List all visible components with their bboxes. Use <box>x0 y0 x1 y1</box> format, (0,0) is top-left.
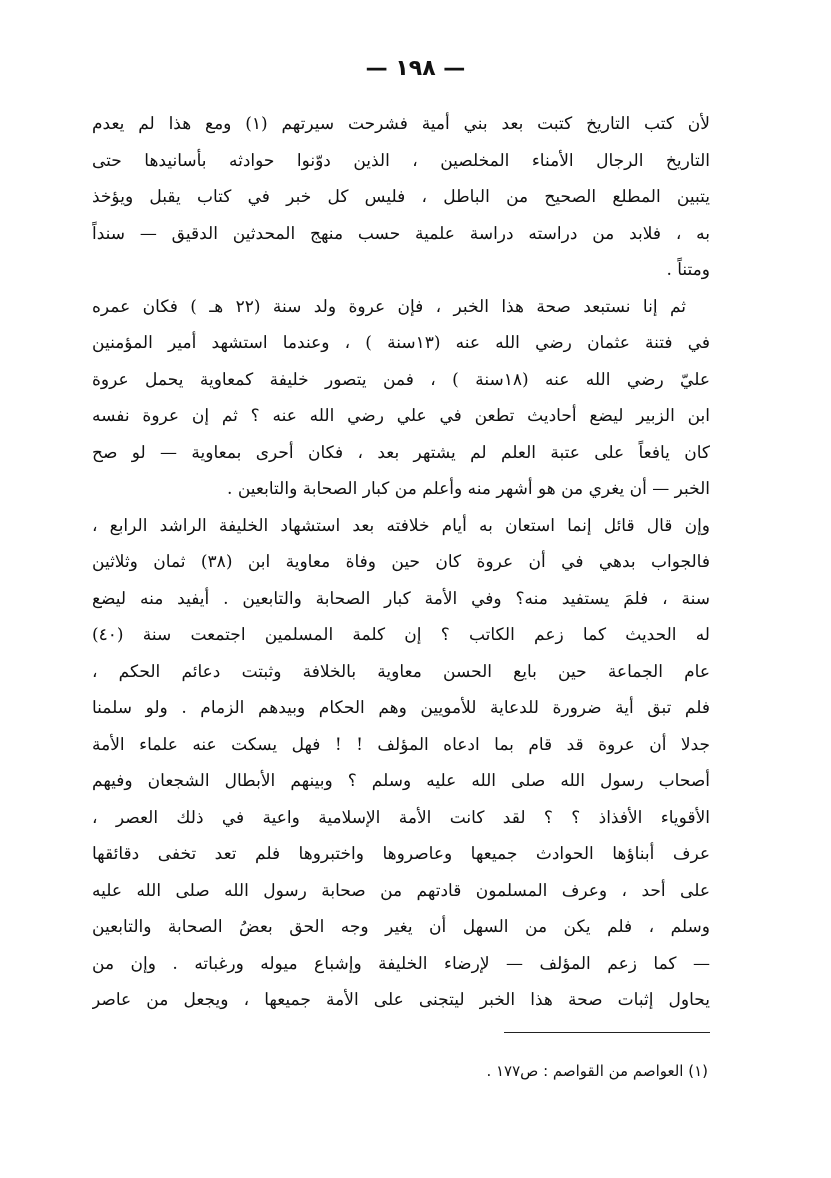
text-line: يتبين المطلع الصحيح من الباطل ، فليس كل خبر في كتاب يقبل ويؤخذ <box>92 187 710 207</box>
text-line: به ، فلابد من دراسته دراسة علمية حسب منهج المحدثين الدقيق — سنداً <box>92 223 710 244</box>
text-line: جدلا أن عروة قد قام بما ادعاه المؤلف ! ! فهل يسكت عنه علماء الأمة <box>92 734 710 755</box>
text-line: ومتناً . <box>666 260 710 280</box>
text-line: فلم تبق أية ضرورة للدعاية للأمويين وهم الحكام وبيدهم الزمام . ولو سلمنا <box>92 698 710 718</box>
text-line: عرف أبناؤها الحوادث جميعها وعاصروها واختبروها فلم تعد تخفى دقائقها <box>92 844 710 864</box>
footnote: (١) العواصم من القواصم : ص١٧٧ . <box>486 1062 708 1080</box>
text-line: وسلم ، فلم يكن من السهل أن يغير وجه الحق بعضُ الصحابة والتابعين <box>92 917 710 937</box>
text-line: سنة ، فلمَ يستفيد منه؟ وفي الأمة كبار الصحابة والتابعين . أيفيد منه ليضع <box>92 588 710 609</box>
text-line: على أحد ، وعرف المسلمون قادتهم من صحابة رسول الله صلى الله عليه <box>92 880 710 901</box>
text-line: وإن قال قائل إنما استعان به أيام خلافته بعد استشهاد الخليفة الراشد الرابع ، <box>92 515 710 536</box>
text-line: يحاول إثبات صحة هذا الخبر ليتجنى على الأمة جميعها ، ويجعل من عاصر <box>92 990 710 1010</box>
text-line: كان يافعاً على عتبة العلم لم يشتهر بعد ، فكان أحرى بمعاوية — لو صح <box>92 442 710 463</box>
text-line: عليّ رضي الله عنه (١٨سنة ) ، فمن يتصور خليفة كمعاوية يحمل عروة <box>92 369 710 390</box>
page-number: — ١٩٨ — <box>365 56 466 81</box>
text-line: في فتنة عثمان رضي الله عنه (١٣سنة ) ، وعندما استشهد أمير المؤمنين <box>92 333 710 353</box>
text-line: الأقوياء الأفذاذ ؟ ؟ لقد كانت الأمة الإسلامية واعية في ذلك العصر ، <box>92 807 710 828</box>
text-line: الخبر — أن يغري من هو أشهر منه وأعلم من كبار الصحابة والتابعين . <box>227 479 710 499</box>
text-line: لأن كتب التاريخ كتبت بعد بني أمية فشرحت سيرتهم (١) ومع هذا لم يعدم <box>92 114 710 134</box>
text-line: ثم إنا نستبعد صحة هذا الخبر ، فإن عروة ولد سنة (٢٢ هـ ) فكان عمره <box>92 296 686 317</box>
body-text <box>92 106 710 1019</box>
text-line: فالجواب بدهي في أن عروة كان حين وفاة معاوية ابن (٣٨) ثمان وثلاثين <box>92 552 710 572</box>
text-line: التاريخ الرجال الأمناء المخلصين ، الذين دوّنوا حوادثه بأسانيدها حتى <box>92 150 710 171</box>
text-line: — كما زعم المؤلف — لإرضاء الخليفة وإشباع ميوله ورغباته . وإن من <box>92 953 710 974</box>
text-line: له الحديث كما زعم الكاتب ؟ إن كلمة المسلمين اجتمعت سنة (٤٠) <box>92 625 710 645</box>
text-line: أصحاب رسول الله صلى الله عليه وسلم ؟ وبينهم الأبطال الشجعان وفيهم <box>92 771 710 791</box>
text-line: ابن الزبير ليضع أحاديث تطعن في علي رضي الله عنه ؟ ثم إن عروة نفسه <box>92 406 710 426</box>
footnote-divider <box>504 1032 710 1033</box>
text-line: عام الجماعة حين بايع الحسن معاوية بالخلافة وثبتت دعائم الحكم ، <box>92 661 710 682</box>
